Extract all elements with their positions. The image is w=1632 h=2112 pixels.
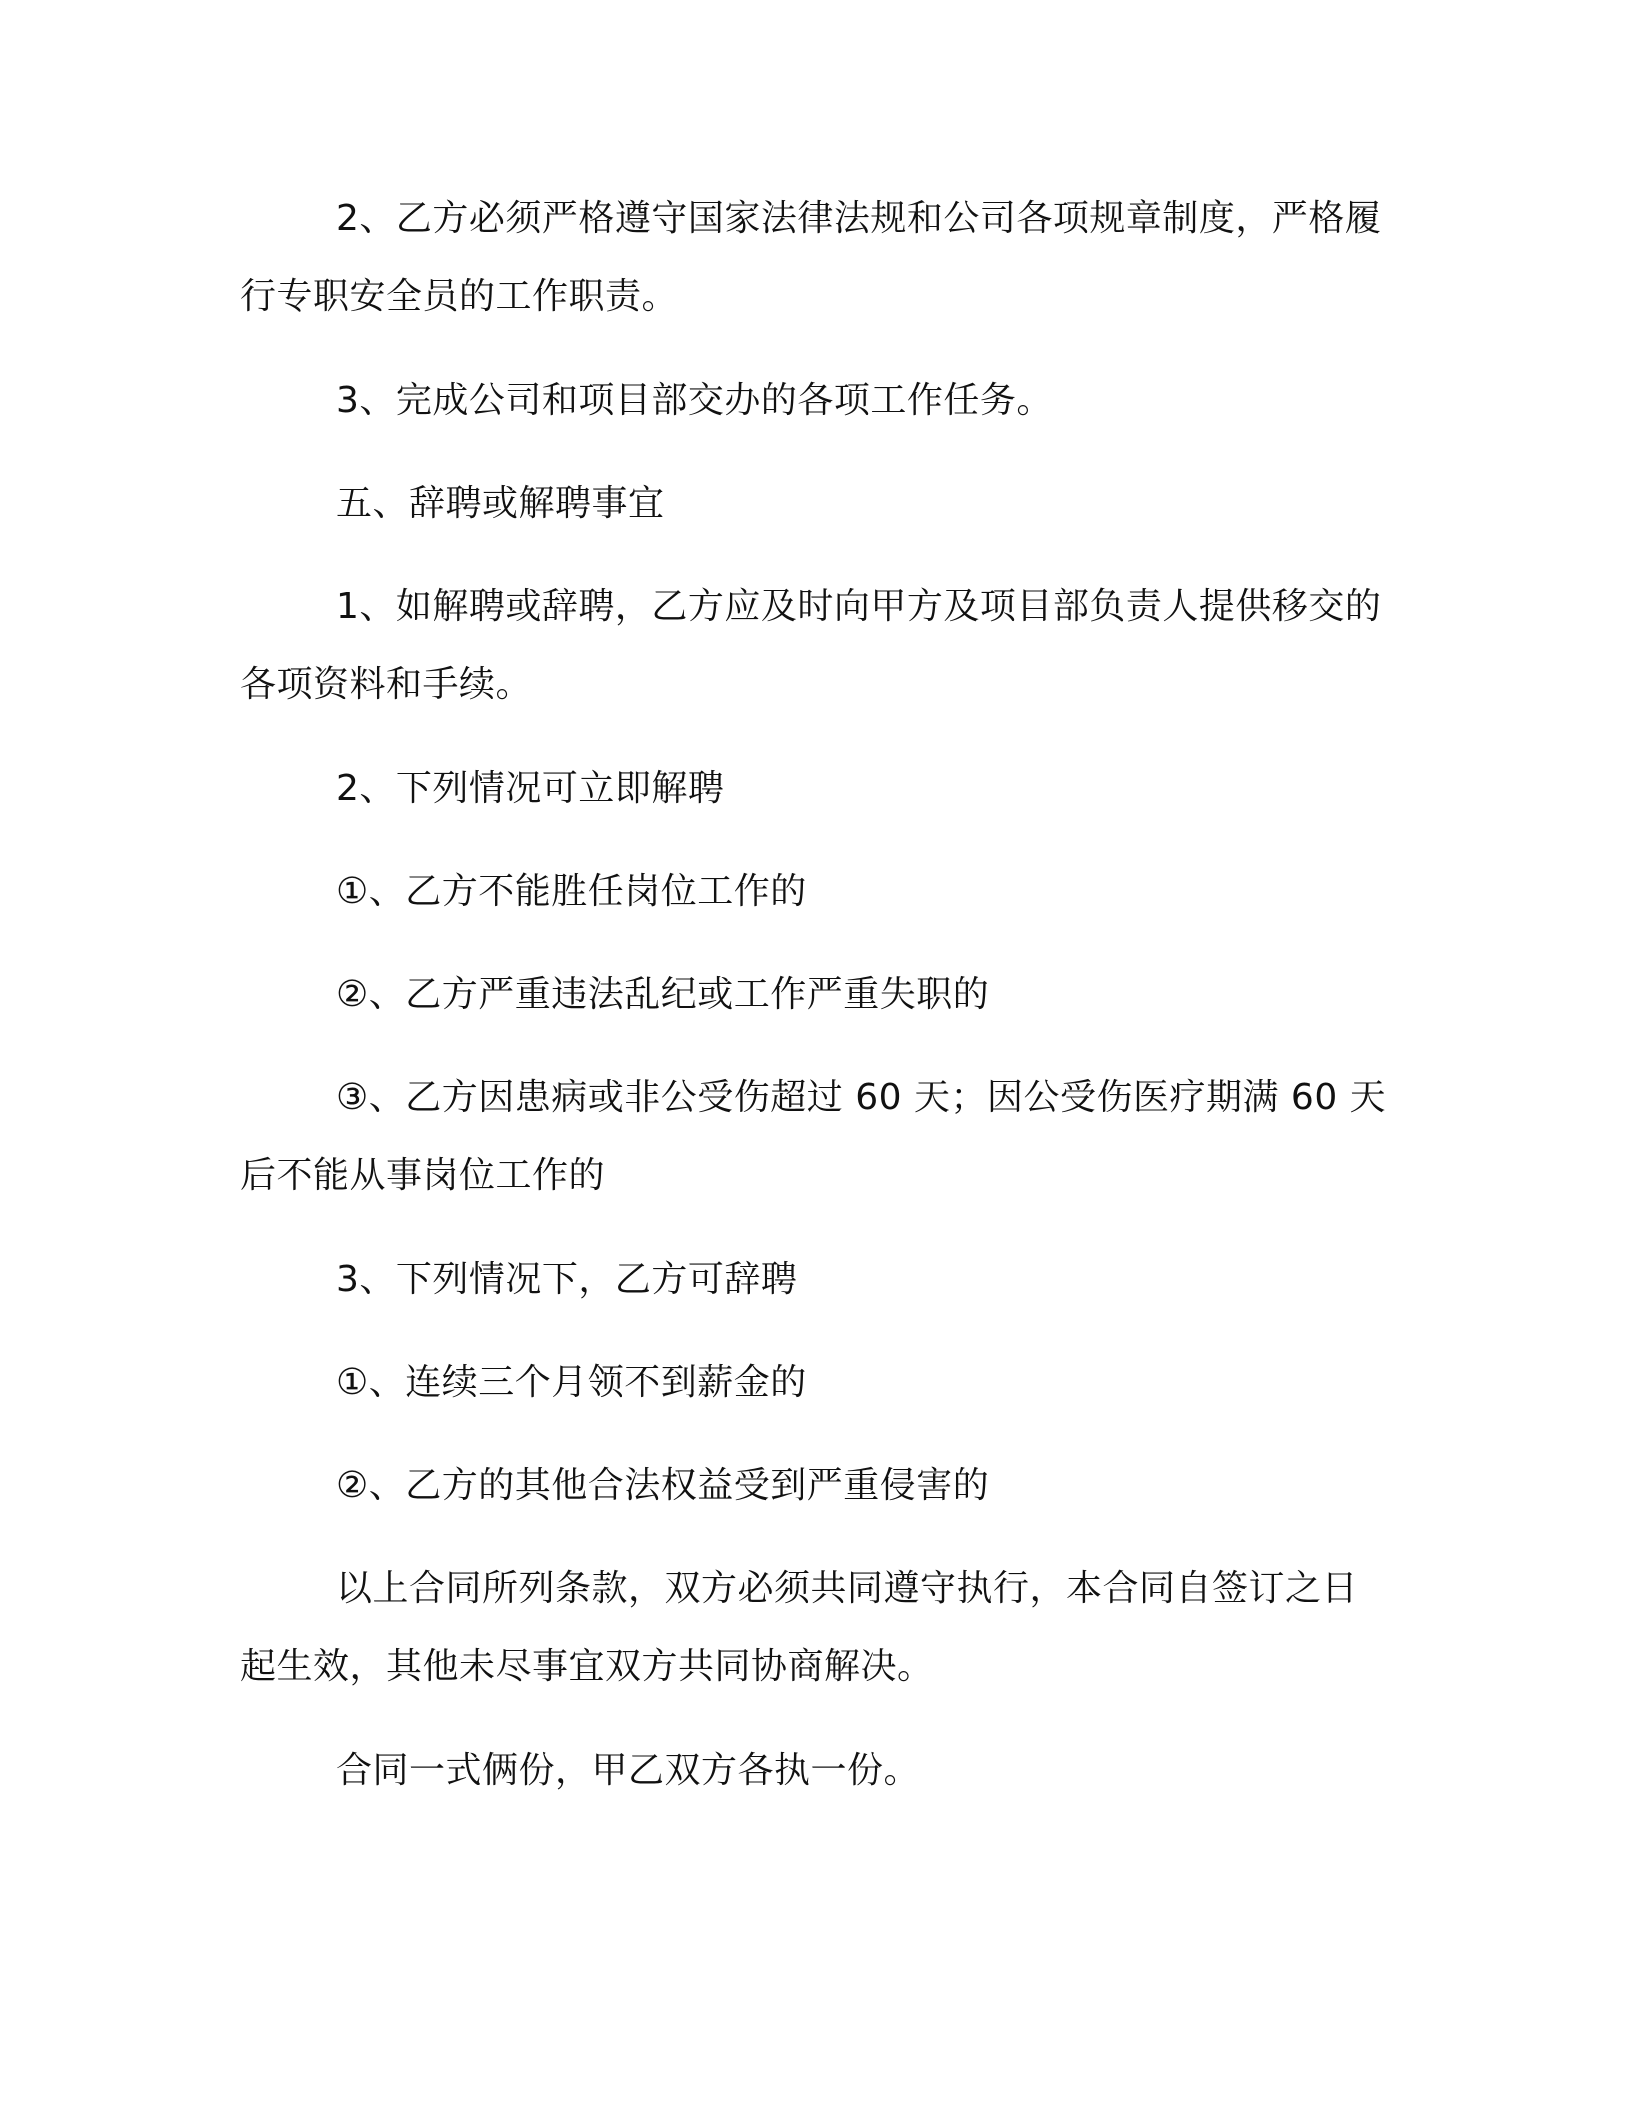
paragraph-contract-copies: 合同一式俩份，甲乙双方各执一份。 bbox=[336, 1750, 921, 1791]
paragraph-contract-effect: 以上合同所列条款，双方必须共同遵守执行，本合同自签订之日起生效，其他未尽事宜双方共同协商解决。 bbox=[240, 1568, 1359, 1687]
list-item-dismissal-3: ③、乙方因患病或非公受伤超过 60 天；因公受伤医疗期满 60 天后不能从事岗位工作的 bbox=[240, 1077, 1387, 1196]
list-item-dismissal-1: ①、乙方不能胜任岗位工作的 bbox=[336, 871, 807, 912]
paragraph-clause-3-tasks: 3、完成公司和项目部交办的各项工作任务。 bbox=[336, 380, 1053, 421]
list-item-resignation-2: ②、乙方的其他合法权益受到严重侵害的 bbox=[336, 1465, 990, 1506]
paragraph-clause-2-obligations: 2、乙方必须严格遵守国家法律法规和公司各项规章制度，严格履行专职安全员的工作职责。 bbox=[240, 198, 1382, 317]
paragraph-immediate-dismissal: 2、下列情况可立即解聘 bbox=[336, 768, 725, 809]
paragraph-termination-handover: 1、如解聘或辞聘，乙方应及时向甲方及项目部负责人提供移交的各项资料和手续。 bbox=[240, 586, 1382, 705]
list-item-dismissal-2: ②、乙方严重违法乱纪或工作严重失职的 bbox=[336, 974, 990, 1015]
section-heading-termination: 五、辞聘或解聘事宜 bbox=[336, 483, 665, 524]
list-item-resignation-1: ①、连续三个月领不到薪金的 bbox=[336, 1362, 807, 1403]
paragraph-resignation-conditions: 3、下列情况下，乙方可辞聘 bbox=[336, 1259, 798, 1300]
